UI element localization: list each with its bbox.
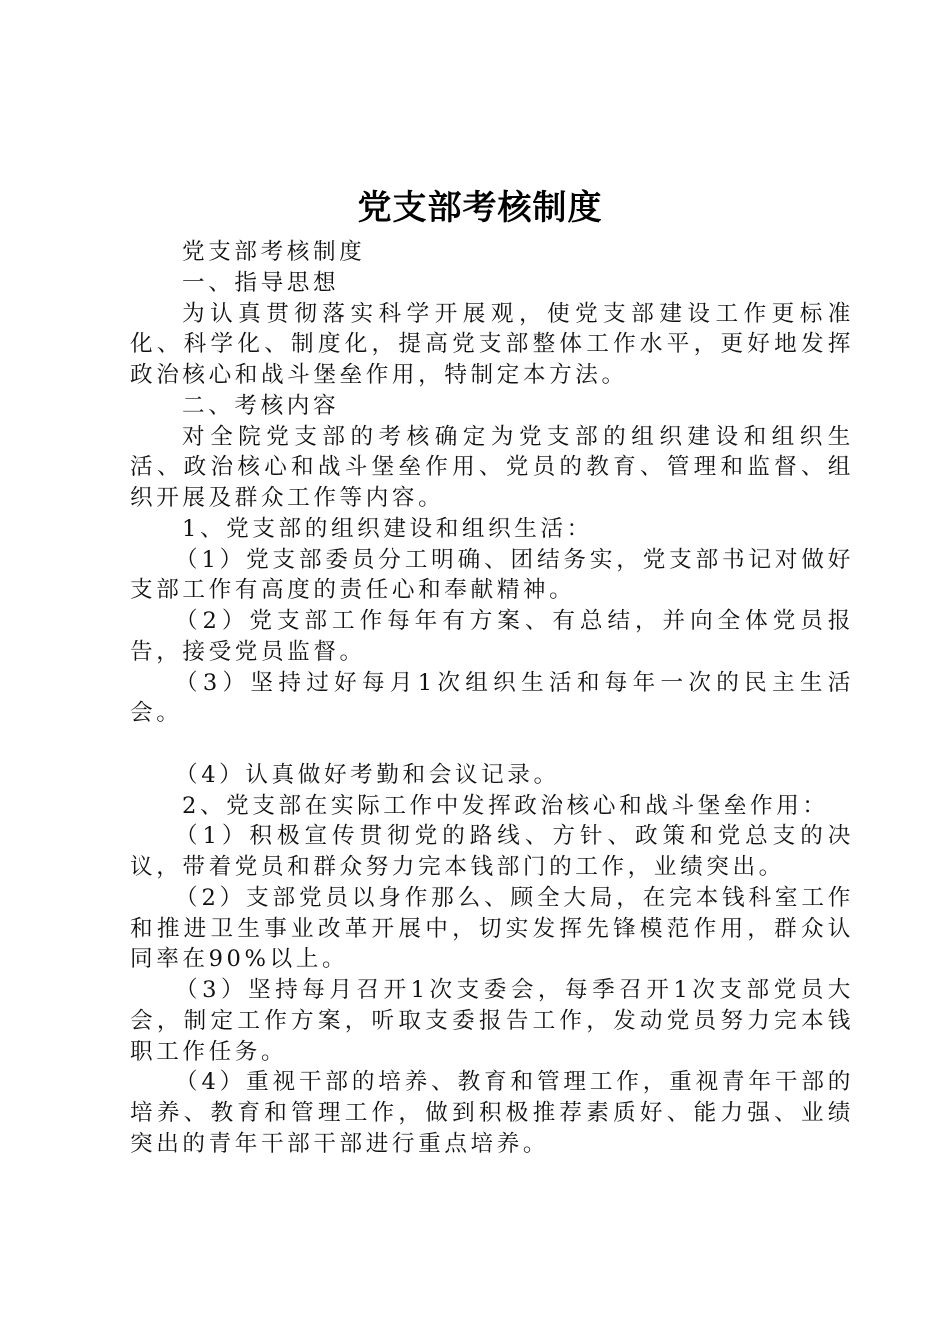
blank-line <box>130 729 854 760</box>
list-item-2-2: （2）支部党员以身作那么、顾全大局，在完本钱科室工作和推进卫生事业改革开展中，切实发挥先锋模范作用，群众认同率在90%以上。 <box>130 884 854 973</box>
list-item-2-4: （4）重视干部的培养、教育和管理工作，重视青年干部的培养、教育和管理工作，做到积极推荐素质好、能力强、业绩突出的青年干部干部进行重点培养。 <box>130 1069 854 1157</box>
subsection-heading-1: 1、党支部的组织建设和组织生活： <box>182 515 593 542</box>
subsection-heading-2: 2、党支部在实际工作中发挥政治核心和战斗堡垒作用： <box>182 792 829 819</box>
list-item-2-3: （3）坚持每月召开1次支委会，每季召开1次支部党员大会，制定工作方案，听取支委报告工作，发动党员努力完本钱职工作任务。 <box>130 977 854 1065</box>
section-heading-guiding-thought: 一、指导思想 <box>182 269 340 296</box>
list-item-1-4: （4）认真做好考勤和会议记录。 <box>175 761 560 788</box>
section-heading-assessment-content: 二、考核内容 <box>182 392 340 419</box>
doc-heading: 党支部考核制度 <box>182 239 366 265</box>
document-body <box>130 237 854 1160</box>
paragraph-guiding-thought: 为认真贯彻落实科学开展观，使党支部建设工作更标准化、科学化、制度化，提高党支部整体工作水平，更好地发挥政治核心和战斗堡垒作用，特制定本方法。 <box>130 300 854 388</box>
paragraph-assessment-content: 对全院党支部的考核确定为党支部的组织建设和组织生活、政治核心和战斗堡垒作用、党员的教育、管理和监督、组织开展及群众工作等内容。 <box>130 423 854 511</box>
list-item-2-1: （1）积极宣传贯彻党的路线、方针、政策和党总支的决议，带着党员和群众努力完本钱部门的工作，业绩突出。 <box>130 823 854 880</box>
list-item-1-3: （3）坚持过好每月1次组织生活和每年一次的民主生活会。 <box>130 669 854 727</box>
list-item-1-2: （2）党支部工作每年有方案、有总结，并向全体党员报告，接受党员监督。 <box>130 608 854 665</box>
list-item-1-1: （1）党支部委员分工明确、团结务实，党支部书记对做好支部工作有高度的责任心和奉献精神。 <box>130 546 854 604</box>
document-title: 党支部考核制度 <box>357 188 603 228</box>
